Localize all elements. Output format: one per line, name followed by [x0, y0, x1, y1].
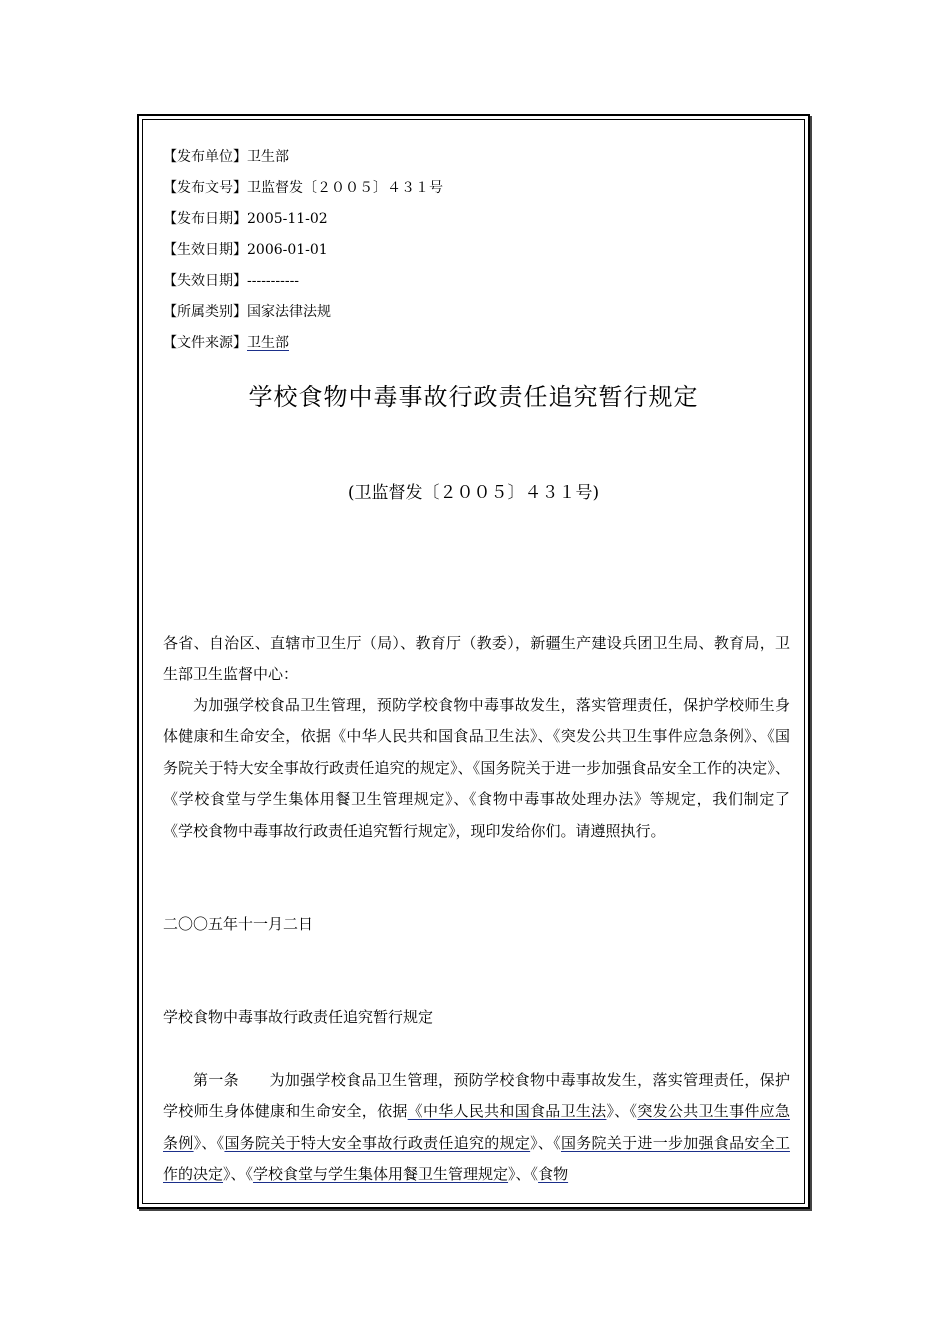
- article-1-label: 第一条: [193, 1071, 239, 1089]
- article-1: [163, 1065, 790, 1191]
- meta-publish-date-label: 【发布日期】: [163, 211, 247, 227]
- meta-publisher-value: 卫生部: [247, 149, 289, 165]
- meta-category: [163, 303, 331, 321]
- frame-shadow-bottom: [139, 1209, 812, 1211]
- meta-publish-date-value: 2005-11-02: [247, 211, 328, 227]
- meta-expiry-date: [163, 272, 299, 290]
- meta-publisher-label: 【发布单位】: [163, 149, 247, 165]
- meta-doc-number-label: 【发布文号】: [163, 180, 247, 196]
- law-link-food-hygiene[interactable]: 《中华人民共和国食品卫生法: [407, 1102, 607, 1121]
- meta-expiry-date-label: 【失效日期】: [163, 273, 247, 289]
- meta-doc-number: [163, 179, 443, 197]
- doc-number-line: (卫监督发〔２００５〕４３１号): [347, 483, 600, 503]
- page-title: 学校食物中毒事故行政责任追究暂行规定: [248, 383, 699, 411]
- meta-category-value: 国家法律法规: [247, 304, 331, 320]
- notice-body: 为加强学校食品卫生管理，预防学校食物中毒事故发生，落实管理责任，保护学校师生身体健康和生命安全，依据《中华人民共和国食品卫生法》、《突发公共卫生事件应急条例》、《国务院关于特大安全事故行政责任追究的规定》、《国务院关于进一步加强食品安全工作的决定》、《学校食堂与学生集体用餐卫生管理规定》、《食物中毒事故处理办法》等规定，我们制定了《学校食物中毒事故行政责任追究暂行规定》，现印发给你们。请遵照执行。: [163, 696, 790, 840]
- article-1-separator: 》、《: [530, 1133, 561, 1152]
- date-line: 二〇〇五年十一月二日: [163, 915, 314, 933]
- law-link-food-poisoning[interactable]: 食物: [538, 1165, 569, 1184]
- regulation-heading: 学校食物中毒事故行政责任追究暂行规定: [163, 1008, 434, 1026]
- article-1-separator: 》、《: [223, 1165, 254, 1184]
- meta-publish-date: [163, 210, 328, 228]
- article-1-separator: 》、《: [193, 1133, 225, 1152]
- meta-source-link[interactable]: 卫生部: [247, 335, 289, 351]
- law-link-food-safety-decision[interactable]: 国务院关于进一步加强食品安全工作的决定: [163, 1133, 790, 1184]
- meta-category-label: 【所属类别】: [163, 304, 247, 320]
- article-1-separator: 》、《: [606, 1102, 638, 1121]
- meta-effective-date: [163, 241, 328, 259]
- article-1-separator: 》、《: [508, 1165, 539, 1184]
- law-link-accident-accountability[interactable]: 国务院关于特大安全事故行政责任追究的规定: [224, 1133, 531, 1152]
- meta-effective-date-label: 【生效日期】: [163, 242, 247, 258]
- meta-source-label: 【文件来源】: [163, 335, 247, 351]
- meta-expiry-date-value: -----------: [247, 273, 300, 289]
- meta-publisher: [163, 148, 289, 166]
- law-link-emergency-regulation[interactable]: 突发公共卫生事件应急条例: [163, 1102, 790, 1152]
- frame-shadow-right: [810, 116, 812, 1211]
- article-1-text: 为加强学校食品卫生管理，预防学校食物中毒事故发生，落实管理责任，保护学校师生身体健康和生命安全，依据: [163, 1071, 790, 1121]
- law-link-school-canteen[interactable]: 学校食堂与学生集体用餐卫生管理规定: [253, 1165, 509, 1184]
- meta-source: [163, 334, 289, 352]
- meta-effective-date-value: 2006-01-01: [247, 242, 328, 258]
- salutation: 各省、自治区、直辖市卫生厅（局）、教育厅（教委），新疆生产建设兵团卫生局、教育局，卫生部卫生监督中心：: [163, 634, 790, 684]
- meta-doc-number-value: 卫监督发〔２００５〕４３１号: [247, 180, 443, 196]
